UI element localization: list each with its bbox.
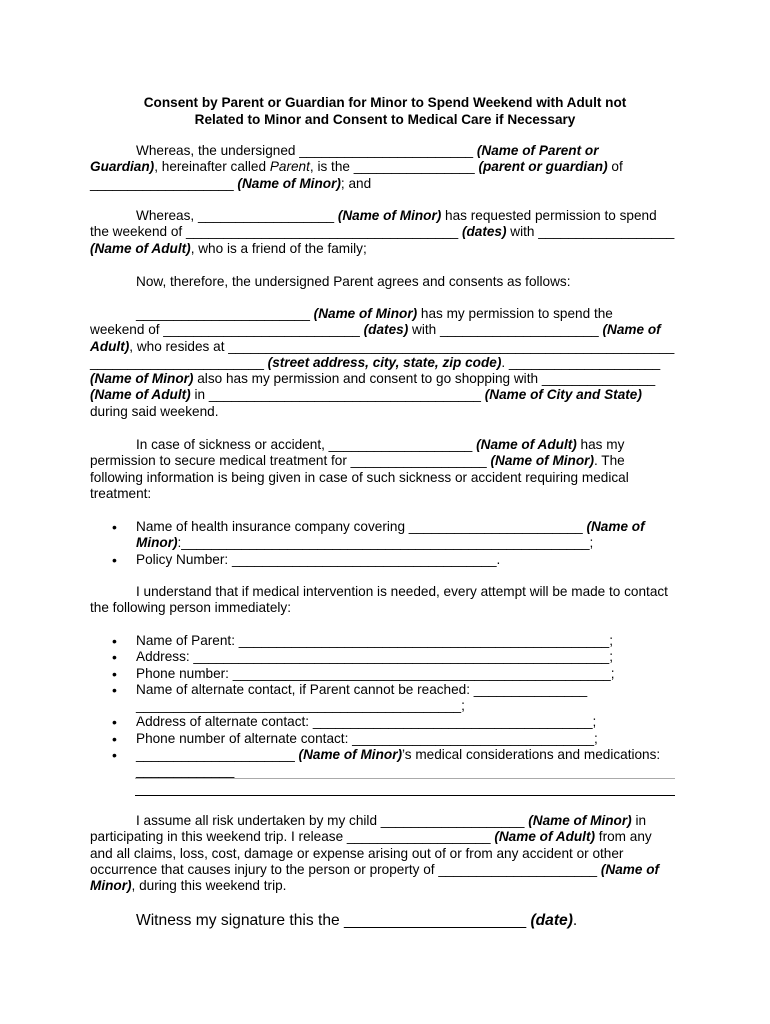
paragraph-now-therefore: Now, therefore, the undersigned Parent agrees and consents as follows: (136, 274, 571, 289)
list-item: • _____________________ (Name of Minor)’s medical considerations and medications: _____________ (90, 747, 682, 780)
list-item: • Address: _______________________________________________________; (90, 649, 682, 665)
title-line-2: Related to Minor and Consent to Medical Care if Necessary (194, 112, 576, 127)
list-item: • Name of alternate contact, if Parent cannot be reached: _______________ ___________________________________________; (90, 682, 682, 715)
paragraph-permission: _______________________ (Name of Minor) has my permission to spend the weekend of __________________________ (dates) with _____________________ (Name of Adult), who resides at ___________________________________________________________ _______________________ (street address, city, state, zip code). ____________________ (Name of Minor) also has my permission and consent to go shopping with _______________ (Name of Adult) in ____________________________________ (Name of City and State) during said weekend. (90, 306, 675, 419)
paragraph-whereas-parent: Whereas, the undersigned _______________________ (Name of Parent or Guardian), hereinafter called Parent, is the ________________ (parent or guardian) of ___________________ (Name of Minor); and (90, 143, 623, 191)
list-item: • Phone number: __________________________________________________; (90, 666, 682, 682)
medications-line-1 (135, 778, 675, 779)
list-item: • Name of Parent: _________________________________________________; (90, 633, 682, 649)
medications-line-2 (135, 795, 675, 796)
paragraph-medical-intervention: I understand that if medical intervention is needed, every attempt will be made to contact the following person immediately: (90, 584, 668, 616)
paragraph-assume-risk: I assume all risk undertaken by my child ___________________ (Name of Minor) in participating in this weekend trip. I release ___________________ (Name of Adult) from any and all claims, loss, cost, damage or expense arising out of or from any accident or other occurrence that causes injury to the person or property of _____________________ (Name of Minor), during this weekend trip. (90, 813, 660, 894)
insurance-list (90, 519, 682, 568)
list-item: • Address of alternate contact: _____________________________________; (90, 714, 682, 730)
contact-list (90, 633, 682, 780)
list-item: • Name of health insurance company covering _______________________ (Name of Minor):______________________________________________________; (90, 519, 682, 552)
paragraph-whereas-minor: Whereas, __________________ (Name of Minor) has requested permission to spend the weekend of ____________________________________ (dates) with __________________ (Name of Adult), who is a friend of the family; (90, 208, 675, 256)
paragraph-sickness: In case of sickness or accident, ___________________ (Name of Adult) has my permission to secure medical treatment for __________________ (Name of Minor). The following information is being given in case of such sickness or accident requiring medical treatment: (90, 437, 629, 501)
list-item: • Phone number of alternate contact: ________________________________; (90, 731, 682, 747)
list-item: • Policy Number: ___________________________________. (90, 552, 682, 568)
document-title (90, 94, 680, 128)
title-line-1: Consent by Parent or Guardian for Minor to Spend Weekend with Adult not (143, 95, 627, 110)
witness-signature-line: Witness my signature this the _____________________ (date). (136, 912, 578, 929)
